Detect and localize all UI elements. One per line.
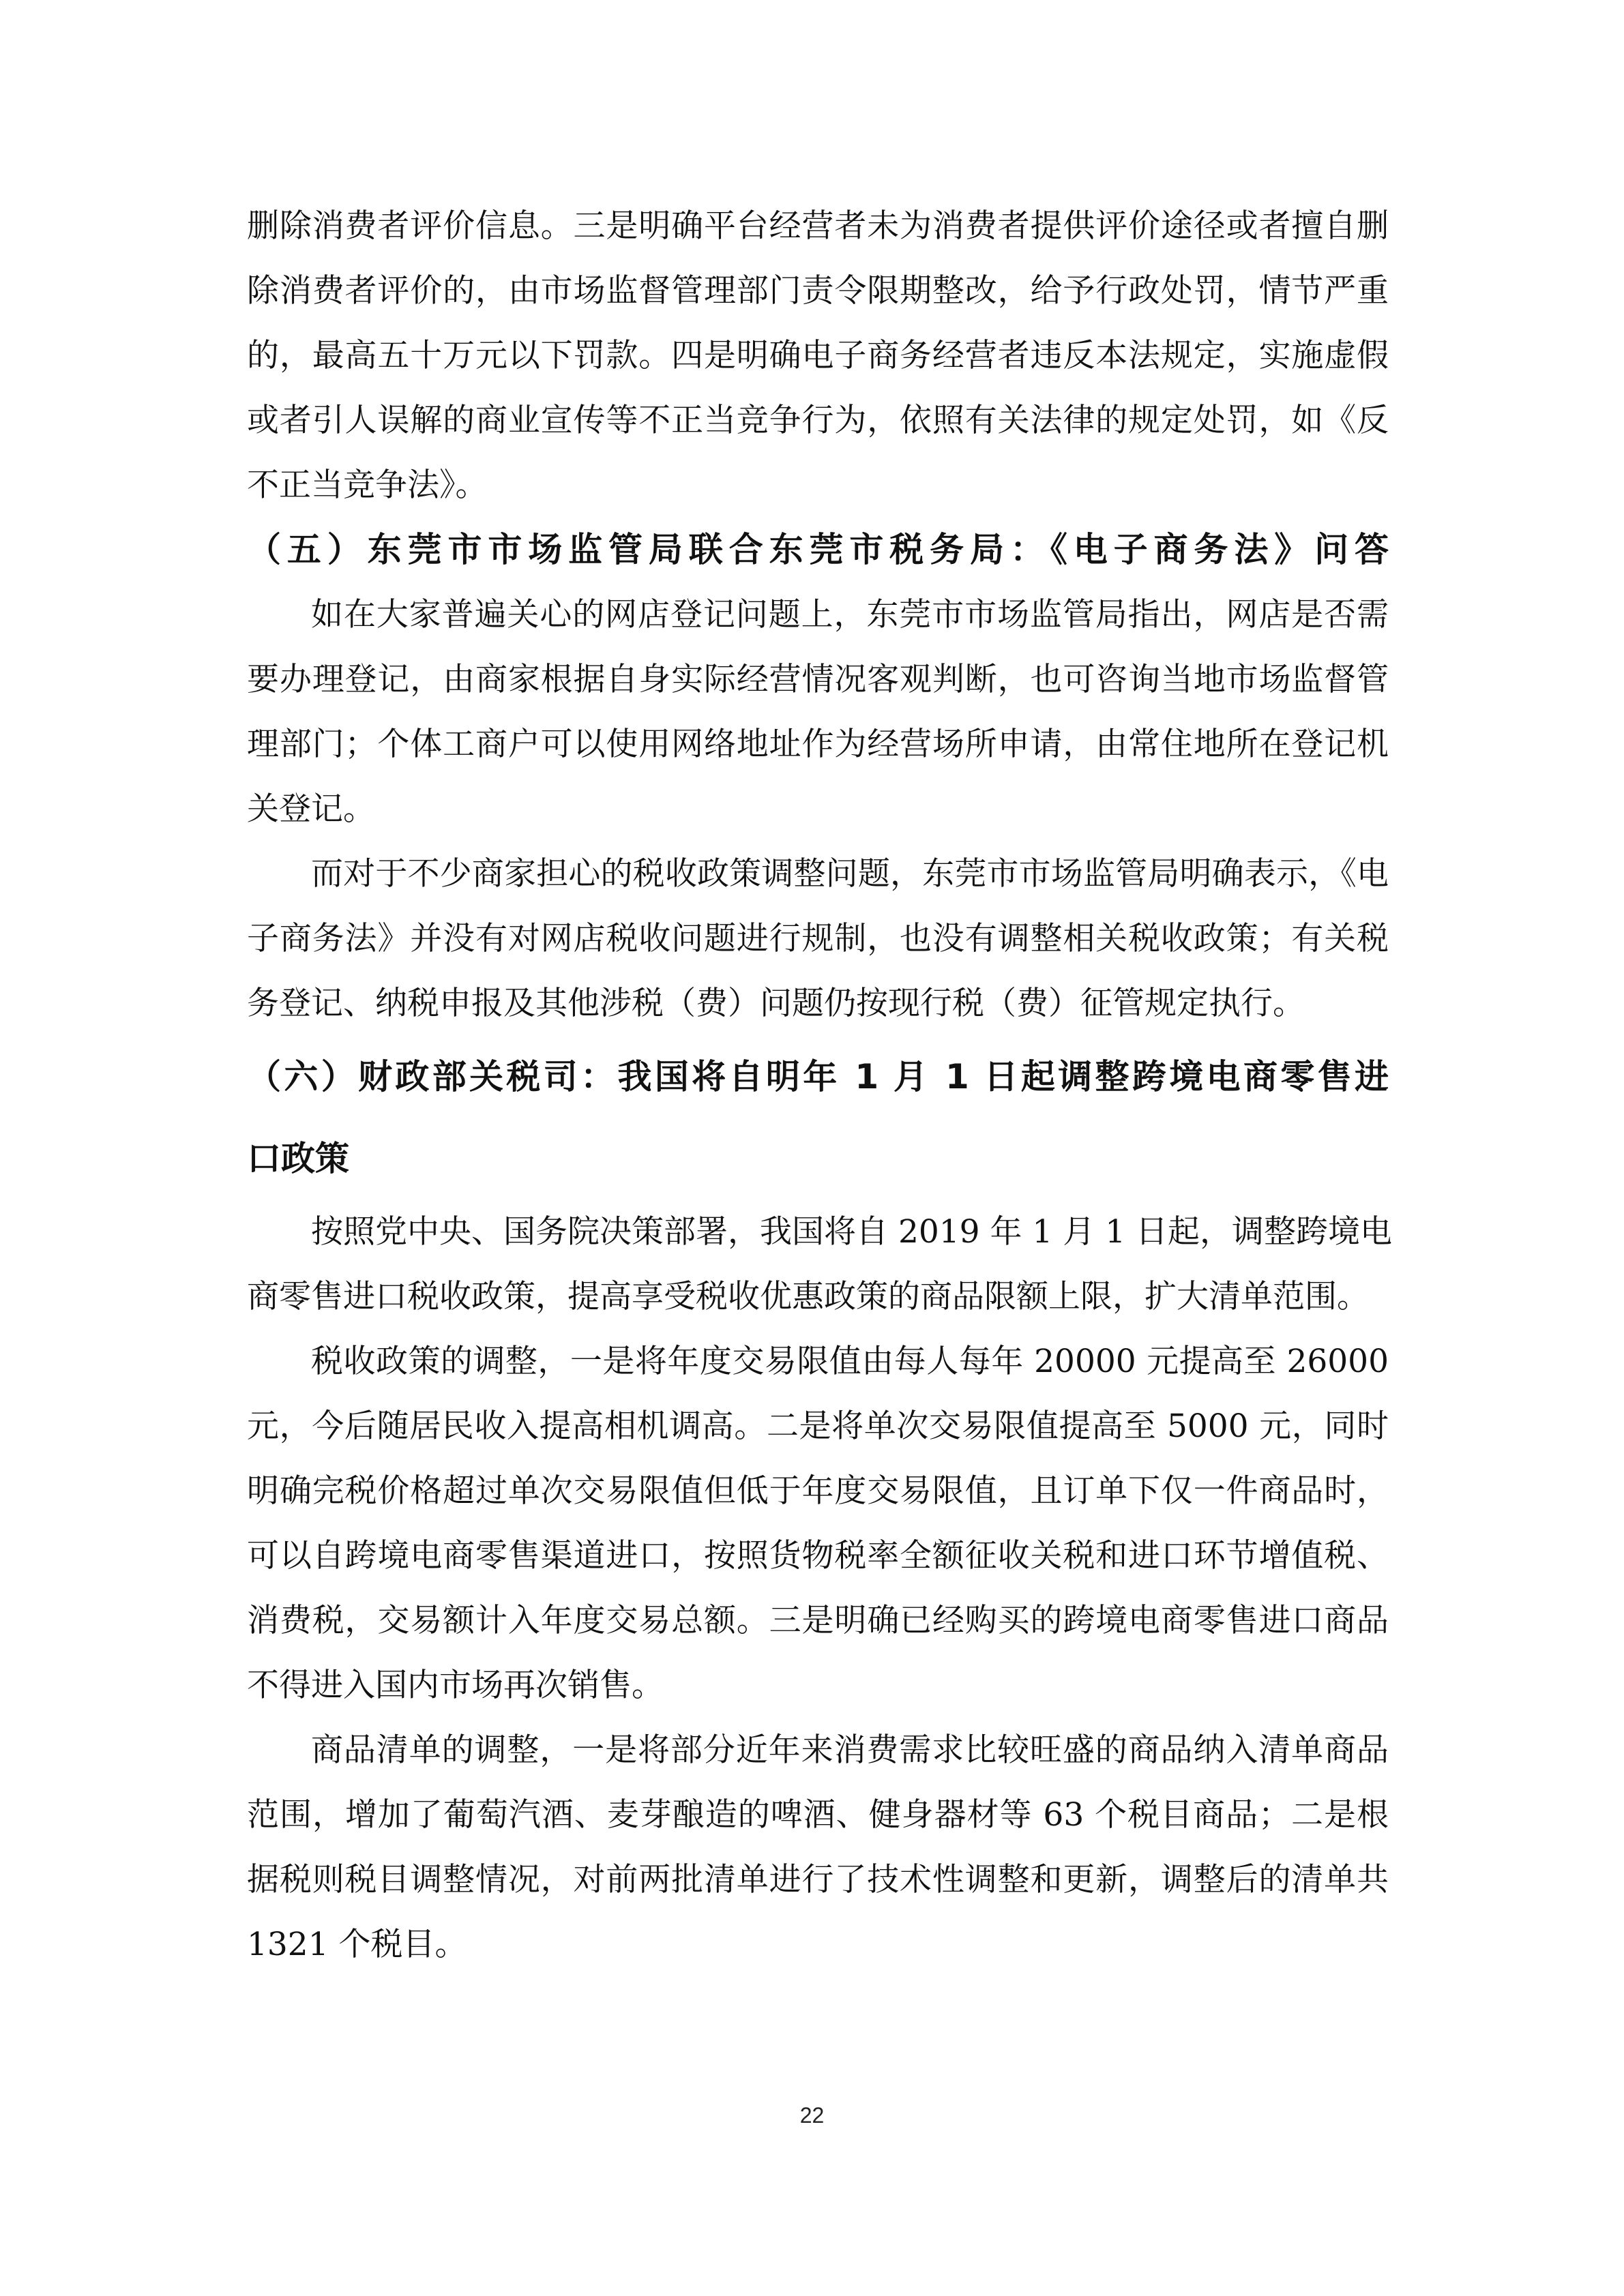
section6-paragraph-2 — [247, 1329, 1389, 1718]
text-line: 范围，增加了葡萄汽酒、麦芽酿造的啤酒、健身器材等 63 个税目商品；二是根 — [247, 1796, 1389, 1834]
text-line: 删除消费者评价信息。三是明确平台经营者未为消费者提供评价途径或者擅自删 — [247, 207, 1389, 245]
text-line: 按照党中央、国务院决策部署，我国将自 2019 年 1 月 1 日起，调整跨境电 — [311, 1213, 1393, 1251]
section-heading-5: （五）东莞市市场监管局联合东莞市税务局：《电子商务法》问答 — [247, 530, 1389, 569]
text-line: 务登记、纳税申报及其他涉税（费）问题仍按现行税（费）征管规定执行。 — [247, 985, 1305, 1022]
text-line: 要办理登记，由商家根据自身实际经营情况客观判断，也可咨询当地市场监督管 — [247, 661, 1389, 698]
text-line: 不得进入国内市场再次销售。 — [247, 1667, 664, 1704]
text-line: 而对于不少商家担心的税收政策调整问题，东莞市市场监管局明确表示，《电 — [311, 855, 1389, 893]
section5-paragraph-1 — [247, 582, 1389, 841]
text-line: 元，今后随居民收入提高相机调高。二是将单次交易限值提高至 5000 元，同时 — [247, 1407, 1389, 1445]
text-line: 商品清单的调整，一是将部分近年来消费需求比较旺盛的商品纳入清单商品 — [311, 1731, 1389, 1769]
section6-paragraph-1 — [247, 1199, 1393, 1329]
page-number: 22 — [799, 2103, 825, 2128]
text-line: 明确完税价格超过单次交易限值但低于年度交易限值，且订单下仅一件商品时， — [247, 1472, 1389, 1510]
text-line: 不正当竞争法》。 — [247, 466, 488, 504]
text-line: 除消费者评价的，由市场监督管理部门责令限期整改，给予行政处罚，情节严重 — [247, 272, 1389, 310]
text-line: 商零售进口税收政策，提高享受税收优惠政策的商品限额上限，扩大清单范围。 — [247, 1278, 1369, 1315]
section-heading-6-continued: 口政策 — [247, 1139, 349, 1178]
text-line: 或者引人误解的商业宣传等不正当竞争行为，依照有关法律的规定处罚，如《反 — [247, 402, 1389, 439]
intro-paragraph — [247, 194, 1389, 518]
section5-paragraph-2 — [247, 841, 1389, 1036]
text-line: 关登记。 — [247, 790, 375, 828]
text-line: 的，最高五十万元以下罚款。四是明确电子商务经营者违反本法规定，实施虚假 — [247, 337, 1389, 374]
text-line: 理部门；个体工商户可以使用网络地址作为经营场所申请，由常住地所在登记机 — [247, 726, 1389, 763]
text-line: 可以自跨境电商零售渠道进口，按照货物税率全额征收关税和进口环节增值税、 — [247, 1537, 1389, 1575]
text-line: 消费税，交易额计入年度交易总额。三是明确已经购买的跨境电商零售进口商品 — [247, 1602, 1389, 1639]
text-line: 子商务法》并没有对网店税收问题进行规制，也没有调整相关税收政策；有关税 — [247, 920, 1389, 957]
text-line: 据税则税目调整情况，对前两批清单进行了技术性调整和更新，调整后的清单共 — [247, 1861, 1389, 1898]
text-line: 如在大家普遍关心的网店登记问题上，东莞市市场监管局指出，网店是否需 — [311, 596, 1389, 633]
text-line: 税收政策的调整，一是将年度交易限值由每人每年 20000 元提高至 26000 — [311, 1343, 1389, 1380]
section6-paragraph-3 — [247, 1718, 1389, 1977]
section-heading-6: （六）财政部关税司：我国将自明年 1 月 1 日起调整跨境电商零售进 — [247, 1057, 1389, 1097]
document-body — [247, 194, 1393, 1977]
text-line: 1321 个税目。 — [247, 1926, 467, 1963]
